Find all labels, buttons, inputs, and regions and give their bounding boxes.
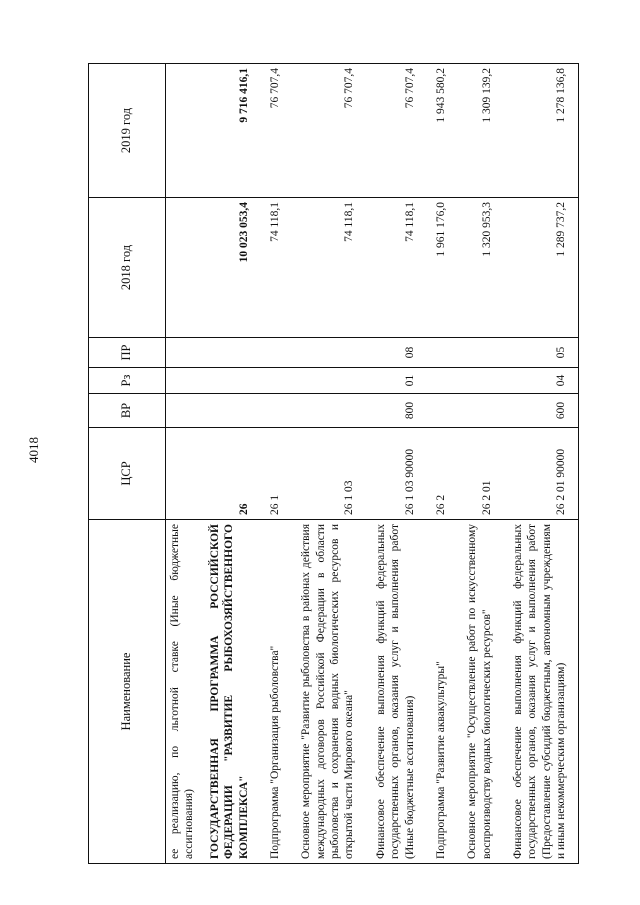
table-row [366,64,426,864]
table-row [457,64,503,864]
row-pr: 08 [366,338,426,368]
row-name: Финансовое обеспечение выполнения функций федеральных государственных органов, оказания услуг и выполнения работ (Иные бюджетные ассигнования) [366,520,426,864]
row-2018: 74 118,1 [260,198,291,338]
row-rz [291,368,366,394]
table-row [291,64,366,864]
row-name: Основное мероприятие "Развитие рыболовства в районах действия международных договоров Российской Федерации в области рыболовства и сохранения водных биологических ресурсов и открытой части Мирового океана" [291,520,366,864]
table-row [166,64,200,864]
row-vr: 600 [503,394,578,428]
header-2019: 2019 год [89,64,166,198]
row-name: ее реализацию, по льготной ставке (Иные бюджетные ассигнования) [166,520,200,864]
row-2018: 74 118,1 [366,198,426,338]
table-row [426,64,457,864]
row-pr [200,338,260,368]
header-name: Наименование [89,520,166,864]
row-vr [457,394,503,428]
row-rz [200,368,260,394]
page-number: 4018 [26,437,41,463]
row-pr [426,338,457,368]
row-2019: 1 943 580,2 [426,64,457,198]
row-name: Подпрограмма "Развитие аквакультуры" [426,520,457,864]
row-name: ГОСУДАРСТВЕННАЯ ПРОГРАММА РОССИЙСКОЙ ФЕДЕРАЦИИ "РАЗВИТИЕ РЫБОХОЗЯЙСТВЕННОГО КОМПЛЕКСА" [200,520,260,864]
row-pr [457,338,503,368]
row-csr: 26 1 03 [291,428,366,520]
row-vr: 800 [366,394,426,428]
row-vr [260,394,291,428]
row-pr: 05 [503,338,578,368]
row-csr: 26 1 [260,428,291,520]
row-2019: 76 707,4 [366,64,426,198]
row-csr: 26 2 01 [457,428,503,520]
row-2019 [166,64,200,198]
row-2019: 76 707,4 [260,64,291,198]
row-rz [260,368,291,394]
table-row [200,64,260,864]
header-csr: ЦСР [89,428,166,520]
row-rz [457,368,503,394]
row-2019: 1 309 139,2 [457,64,503,198]
row-pr [260,338,291,368]
header-pr: ПР [89,338,166,368]
table-row [503,64,578,864]
row-csr [166,428,200,520]
row-pr [166,338,200,368]
row-2019: 1 278 136,8 [503,64,578,198]
row-rz [426,368,457,394]
row-2019: 9 716 416,1 [200,64,260,198]
row-vr [166,394,200,428]
row-vr [200,394,260,428]
row-2018: 1 289 737,2 [503,198,578,338]
header-vr: ВР [89,394,166,428]
table-row [260,64,291,864]
row-vr [291,394,366,428]
row-name: Финансовое обеспечение выполнения функций федеральных государственных органов, оказания услуг и выполнения работ (Предоставление субсидий бюджетным, автономным учреждениям и иным некоммерческим организациям) [503,520,578,864]
row-2018: 1 320 953,3 [457,198,503,338]
row-name: Подпрограмма "Организация рыболовства" [260,520,291,864]
budget-table [88,63,579,864]
rotated-page-content [88,64,640,864]
row-csr: 26 2 01 90000 [503,428,578,520]
row-csr: 26 [200,428,260,520]
header-rz: Рз [89,368,166,394]
row-name: Основное мероприятие "Осуществление работ по искусственному воспроизводству водных биологических ресурсов" [457,520,503,864]
row-rz: 01 [366,368,426,394]
row-csr: 26 1 03 90000 [366,428,426,520]
row-rz: 04 [503,368,578,394]
row-2018: 1 961 176,0 [426,198,457,338]
header-2018: 2018 год [89,198,166,338]
row-2018 [166,198,200,338]
row-2018: 10 023 053,4 [200,198,260,338]
row-vr [426,394,457,428]
row-2019: 76 707,4 [291,64,366,198]
row-rz [166,368,200,394]
row-csr: 26 2 [426,428,457,520]
table-header-row [89,64,166,864]
row-2018: 74 118,1 [291,198,366,338]
row-pr [291,338,366,368]
